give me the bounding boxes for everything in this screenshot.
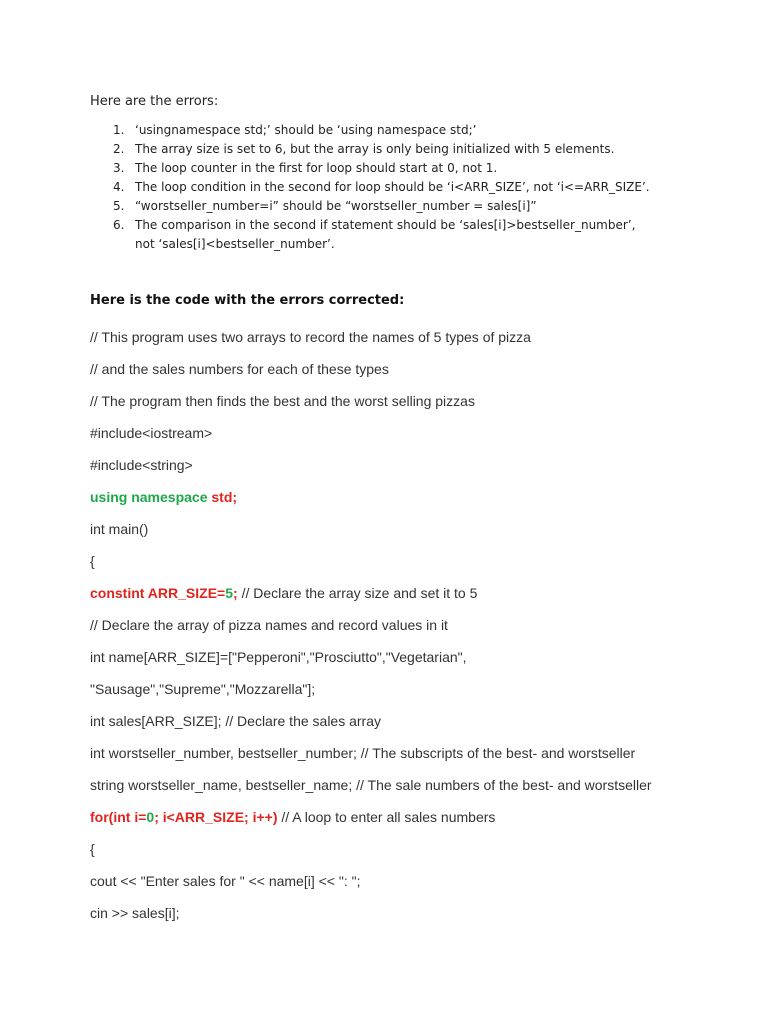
code-line: cin >> sales[i]; [90,905,180,921]
code-line: // and the sales numbers for each of these types [90,361,389,377]
error-text: ‘usingnamespace std;’ should be ‘using namespace std;’ [135,123,477,137]
error-text: The array size is set to 6, but the array is only being initialized with 5 elements. [135,142,615,156]
highlight-red: ; [233,585,238,601]
code-line-corrected [90,806,730,838]
error-text: The comparison in the second if statement should be ‘sales[i]>bestseller_number’, not ‘sales[i]<bestseller_number’. [135,218,636,251]
list-item: 6. The comparison in the second if statement should be ‘sales[i]>bestseller_number’, not ‘sales[i]<bestseller_number’. [113,218,636,251]
error-text: The loop condition in the second for loop should be ‘i<ARR_SIZE’, not ‘i<=ARR_SIZE’. [135,180,650,194]
code-line: int name[ARR_SIZE]=["Pepperoni","Prosciutto","Vegetarian", [90,649,467,665]
code-block [90,326,730,934]
code-line: int sales[ARR_SIZE]; // Declare the sales array [90,713,381,729]
list-item: 2. The array size is set to 6, but the array is only being initialized with 5 elements. [113,142,615,156]
list-item: 1. ‘usingnamespace std;’ should be ‘using namespace std;’ [113,123,477,137]
code-line: #include<iostream> [90,425,213,441]
highlight-red: ; i<ARR_SIZE; i++) [154,809,278,825]
list-item: 4. The loop condition in the second for loop should be ‘i<ARR_SIZE’, not ‘i<=ARR_SIZE’. [113,180,650,194]
error-text: The loop counter in the first for loop should start at 0, not 1. [135,161,498,175]
highlight-red: for(int i= [90,809,147,825]
code-line: int worstseller_number, bestseller_number; // The subscripts of the best- and worstseller [90,745,636,761]
code-line: // Declare the array of pizza names and record values in it [90,617,448,633]
corrected-code-heading: Here is the code with the errors corrected: [90,293,405,308]
code-line: { [90,841,95,857]
code-comment: // A loop to enter all sales numbers [277,809,496,825]
highlight-red: constint ARR_SIZE= [90,585,226,601]
error-list [90,121,650,254]
code-line-corrected [90,486,730,518]
code-line: // The program then finds the best and the worst selling pizzas [90,393,475,409]
code-comment: // Declare the array size and set it to 5 [237,585,478,601]
code-line: int main() [90,521,149,537]
list-item: 5. “worstseller_number=i” should be “worstseller_number = sales[i]” [113,199,537,213]
highlight-green: 5 [225,585,234,601]
code-line: // This program uses two arrays to record the names of 5 types of pizza [90,329,531,345]
error-text: “worstseller_number=i” should be “worstseller_number = sales[i]” [135,199,537,213]
list-item: 3. The loop counter in the first for loop should start at 0, not 1. [113,161,498,175]
highlight-green: using namespace [90,489,212,505]
code-line: "Sausage","Supreme","Mozzarella"]; [90,681,316,697]
errors-intro: Here are the errors: [90,94,219,109]
code-line-corrected [90,582,730,614]
code-line: cout << "Enter sales for " << name[i] << ": "; [90,873,361,889]
code-line: #include<string> [90,457,193,473]
highlight-green: 0 [146,809,155,825]
code-line: string worstseller_name, bestseller_name; // The sale numbers of the best- and worstseller [90,777,652,793]
highlight-red: std; [211,489,238,505]
code-line: { [90,553,95,569]
